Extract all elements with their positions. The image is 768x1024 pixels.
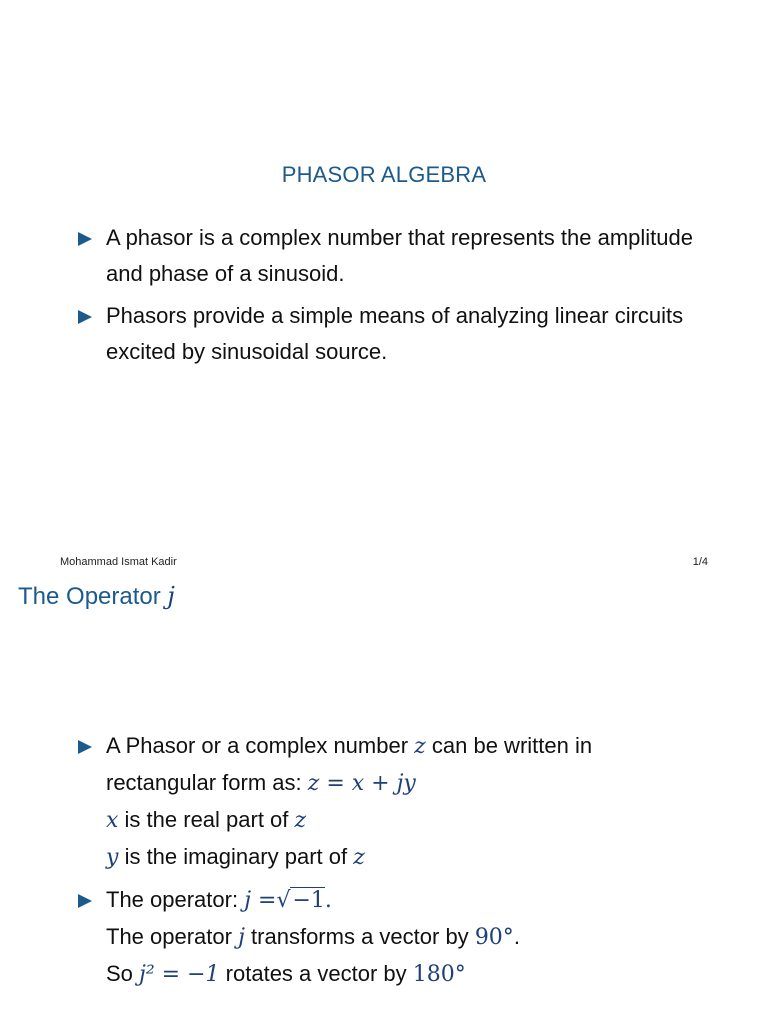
bullet-line [106, 765, 698, 802]
text: So [106, 961, 133, 986]
bullet-triangle-icon [78, 894, 92, 908]
bullet-triangle-icon [78, 232, 92, 246]
bullet-text: Phasors provide a simple means of analyzing linear circuits excited by sinusoidal source. [106, 303, 684, 364]
bullet-line [106, 728, 698, 765]
slide2-title [18, 582, 175, 611]
list-item [78, 728, 698, 876]
slide1-title: PHASOR ALGEBRA [281, 162, 487, 187]
math-expression: j = [244, 888, 277, 913]
math-var: z [414, 734, 426, 759]
math-var: z [294, 808, 307, 833]
text: The operator: [106, 887, 239, 912]
text: is the real part of [124, 807, 289, 832]
math-value: 180° [412, 962, 466, 987]
footer-page-number: 1/4 [692, 556, 708, 568]
text: . [513, 924, 520, 949]
text: rotates a vector by [225, 961, 407, 986]
slide1-bullet-list [78, 220, 698, 376]
bullet-text: A phasor is a complex number that represents the amplitude and phase of a sinusoid. [106, 225, 693, 286]
bullet-line [106, 839, 698, 876]
math-var: z [353, 845, 365, 870]
list-item [78, 882, 698, 993]
bullet-line [106, 919, 698, 956]
math-var: y [106, 845, 119, 870]
list-item [78, 298, 698, 370]
bullet-triangle-icon [78, 740, 92, 754]
title-variable: j [167, 582, 175, 610]
bullet-line [106, 956, 698, 993]
bullet-line [106, 802, 698, 839]
math-expression: z = x + jy [307, 771, 416, 796]
text: The operator [106, 924, 232, 949]
text: transforms a vector by [251, 924, 469, 949]
text: can be written in [431, 733, 593, 758]
math-radicand: −1 [292, 888, 325, 913]
math-var: x [106, 808, 119, 833]
sqrt-icon: √ [276, 888, 291, 913]
bullet-line [106, 882, 698, 919]
math-value: 90° [474, 925, 514, 950]
footer-author: Mohammad Ismat Kadir [60, 556, 177, 568]
text: A Phasor or a complex number [106, 733, 409, 758]
text: is the imaginary part of [124, 844, 348, 869]
math-expression: j² = −1 [139, 962, 220, 987]
math-var: j [238, 925, 245, 950]
list-item [78, 220, 698, 292]
title-text: The Operator [18, 583, 161, 610]
text: rectangular form as: [106, 770, 302, 795]
text: . [324, 888, 332, 913]
slide2-bullet-list [78, 728, 698, 999]
bullet-triangle-icon [78, 310, 92, 324]
